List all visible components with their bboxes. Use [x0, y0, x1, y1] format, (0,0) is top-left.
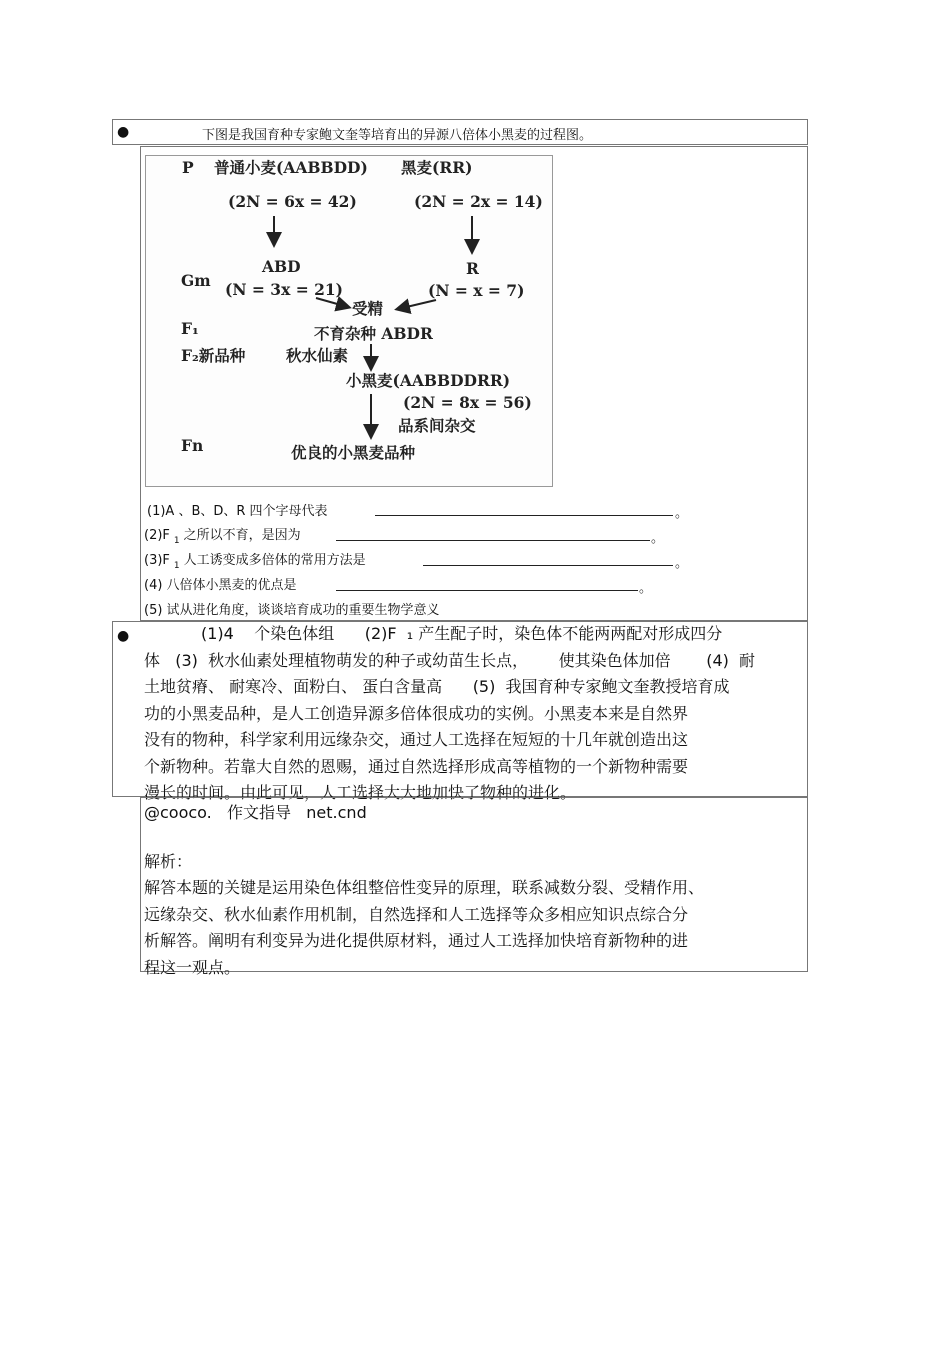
triticale-formula: (2N = 8x = 56)	[403, 393, 532, 412]
parent2-formula: (2N = 2x = 14)	[414, 192, 543, 211]
subquestion-1: (1)A 、B、D、R 四个字母代表	[147, 504, 328, 519]
breeding-diagram	[145, 155, 553, 487]
answer-blank-3[interactable]	[423, 565, 673, 566]
answer-line: 土地贫瘠、 耐寒冷、面粉白、 蛋白含量高 (5) 我国育种专家鲍文奎教授培育成	[144, 677, 730, 696]
f2-label: F₂新品种	[181, 346, 246, 365]
answer-blank-2[interactable]	[336, 540, 650, 541]
parent2-label: 黑麦(RR)	[401, 158, 473, 177]
cross-label: 品系间杂交	[398, 416, 476, 435]
arrow-gamete2-to-fertilization	[398, 300, 436, 309]
question-intro: 下图是我国育种专家鲍文奎等培育出的异源八倍体小黑麦的过程图。	[202, 128, 593, 143]
answer-blank-4[interactable]	[336, 590, 638, 591]
answer-line: 漫长的时间。由此可见，人工选择大大地加快了物种的进化。	[144, 783, 577, 802]
gamete1-formula: (N = 3x = 21)	[225, 280, 343, 299]
gm-label: Gm	[181, 271, 211, 290]
gamete2-formula: (N = x = 7)	[428, 281, 525, 300]
subquestion-4: (4) 八倍体小黑麦的优点是	[144, 578, 297, 593]
gamete2-label: R	[466, 259, 479, 278]
arrow-gamete1-to-fertilization	[316, 298, 348, 307]
subquestion-2: (2)F $_1$ 之所以不育，是因为	[144, 528, 301, 546]
answer-line: 没有的物种，科学家利用远缘杂交，通过人工选择在短短的十几年就创造出这	[144, 730, 689, 749]
f1-hybrid-label: 不育杂种 ABDR	[314, 324, 433, 343]
parent1-label: 普通小麦(AABBDD)	[214, 158, 368, 177]
gamete1-label: ABD	[262, 257, 301, 276]
analysis-heading: 解析：	[144, 851, 193, 871]
answer-line: (1)4 个染色体组 (2)F ₁ 产生配子时，染色体不能两两配对形成四分	[201, 624, 723, 643]
fn-label: Fn	[181, 436, 204, 455]
source-line: @cooco. 作文指导 net.cnd	[144, 803, 367, 822]
spacer	[144, 827, 804, 849]
subquestion-1-end: 。	[675, 506, 689, 521]
f1-label: F₁	[181, 319, 199, 338]
p-label: P	[182, 158, 194, 177]
subquestion-3: (3)F $_1$ 人工诱变成多倍体的常用方法是	[144, 553, 366, 571]
answer-line: 体 (3) 秋水仙素处理植物萌发的种子或幼苗生长点， 使其染色体加倍 (4) 耐	[144, 650, 756, 670]
analysis-line: 解答本题的关键是运用染色体组整倍性变异的原理，联系减数分裂、受精作用、	[144, 878, 705, 897]
subquestion-4-end: 。	[639, 581, 653, 596]
subquestion-3-end: 。	[675, 556, 689, 571]
answer-text	[144, 621, 808, 807]
fertilization-label: 受精	[352, 299, 384, 318]
triticale-label: 小黑麦(AABBDDRR)	[346, 371, 511, 390]
final-variety-label: 优良的小黑麦品种	[291, 443, 416, 462]
bullet-icon: ●	[117, 628, 130, 644]
answer-blank-1[interactable]	[375, 515, 673, 516]
subquestion-5: (5) 试从进化角度，谈谈培育成功的重要生物学意义	[144, 603, 440, 618]
parent1-formula: (2N = 6x = 42)	[228, 192, 357, 211]
bullet-icon: ●	[117, 124, 130, 140]
answer-line: 个新物种。若靠大自然的恩赐，通过自然选择形成高等植物的一个新物种需要	[144, 756, 689, 776]
analysis-line: 程这一观点。	[144, 957, 241, 977]
analysis-text	[144, 800, 804, 981]
analysis-line: 远缘杂交、秋水仙素作用机制，自然选择和人工选择等众多相应知识点综合分	[144, 904, 689, 924]
colchicine-label: 秋水仙素	[286, 346, 349, 365]
analysis-line: 析解答。阐明有利变异为进化提供原材料，通过人工选择加快培育新物种的进	[144, 931, 689, 950]
subquestion-2-end: 。	[651, 531, 665, 546]
answer-line: 功的小黑麦品种，是人工创造异源多倍体很成功的实例。小黑麦本来是自然界	[144, 703, 689, 723]
